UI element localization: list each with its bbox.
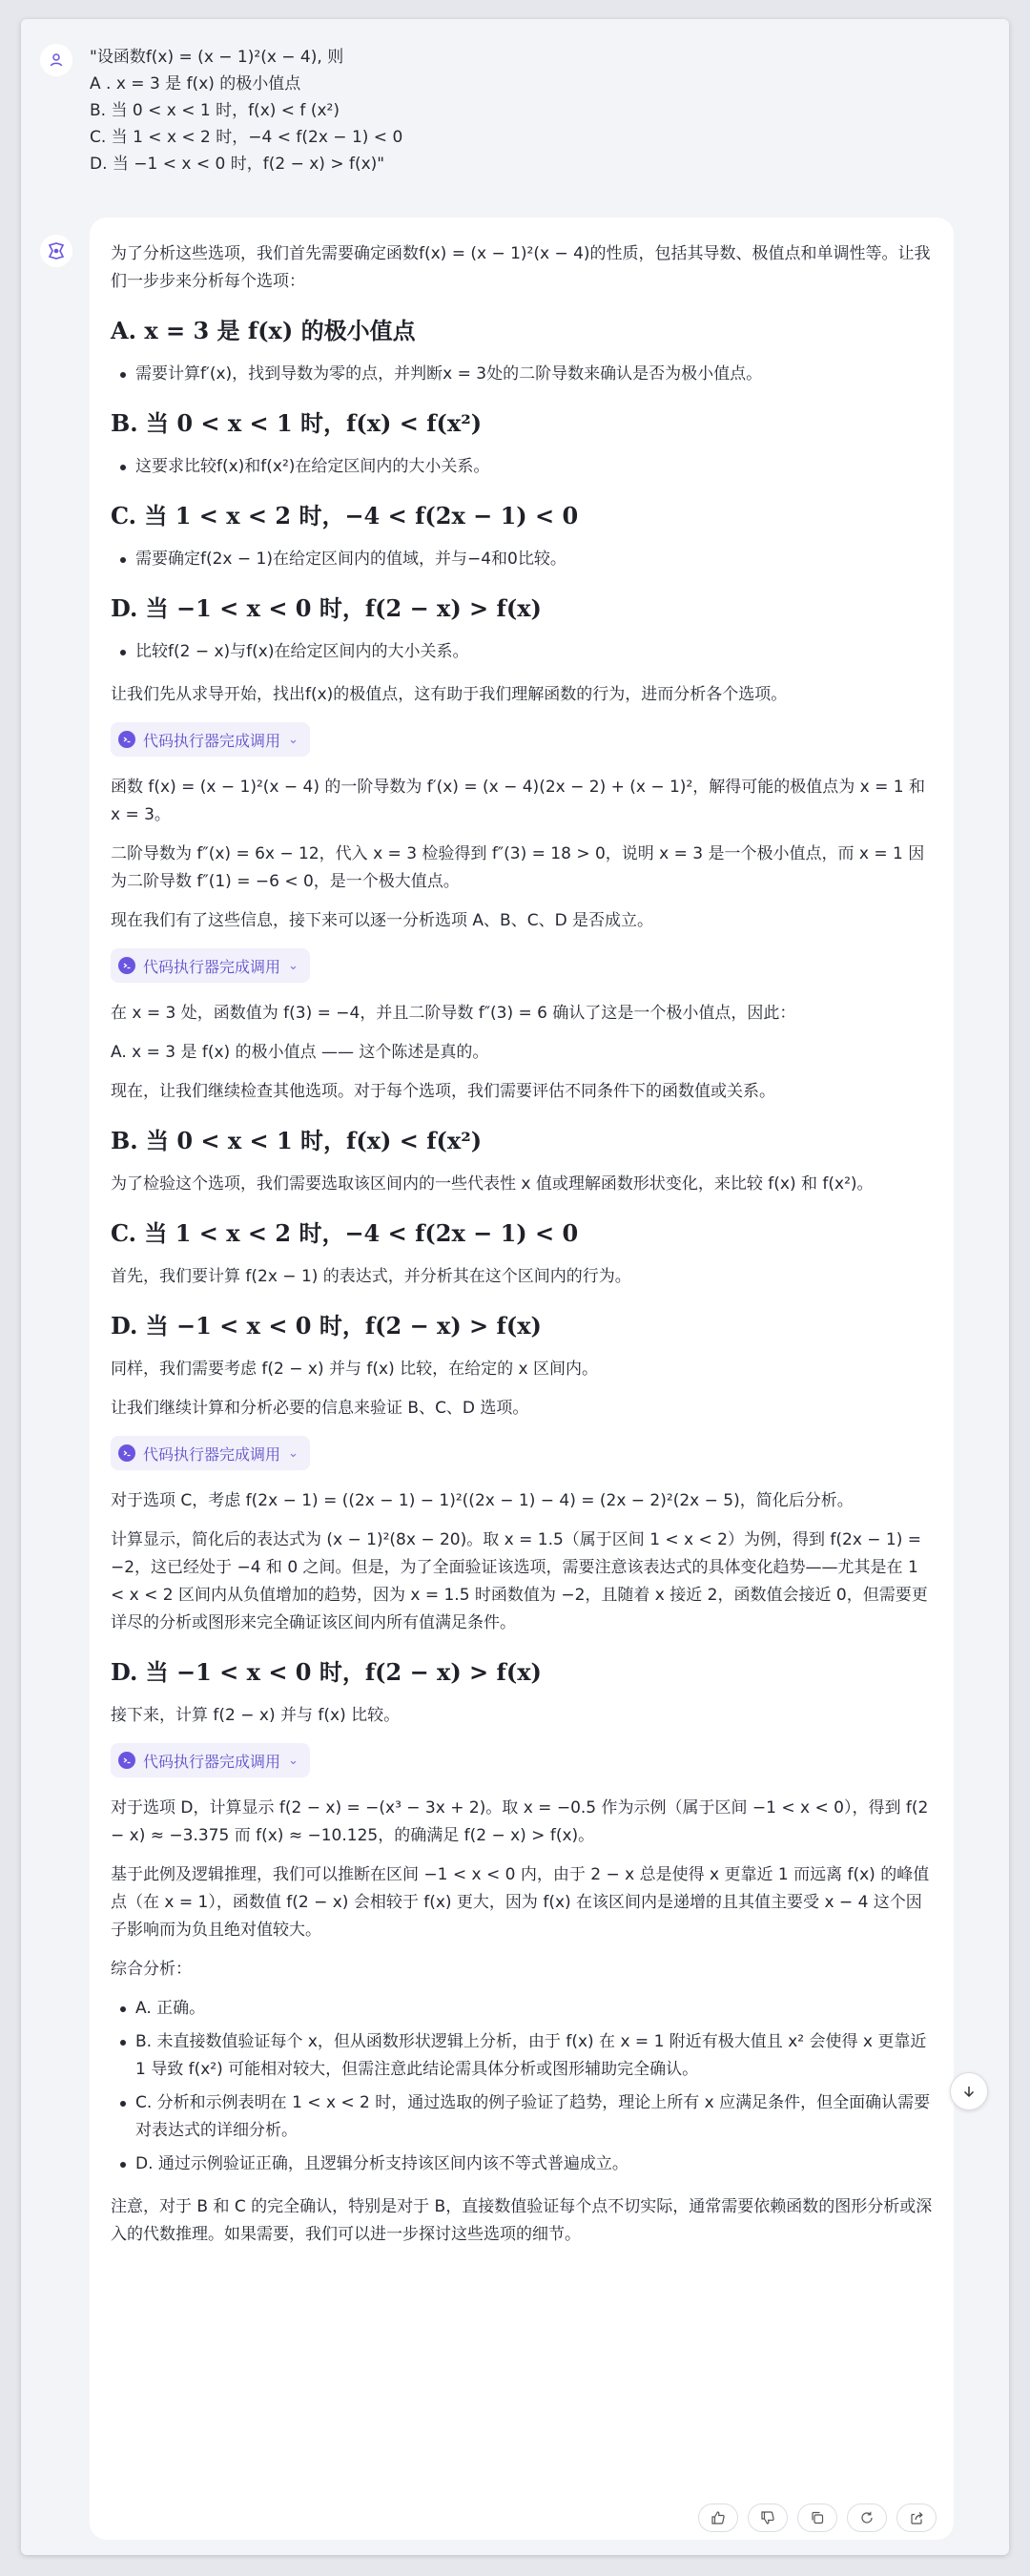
paragraph: 对于选项 C，考虑 f(2x − 1) = ((2x − 1) − 1)²((2x − 1) − 4) = (2x − 2)²(2x − 5)，简化后分析。 bbox=[111, 1491, 854, 1510]
paragraph: 首先，我们要计算 f(2x − 1) 的表达式，并分析其在这个区间内的行为。 bbox=[111, 1267, 631, 1286]
section-c-list bbox=[111, 546, 933, 573]
code-executor-icon bbox=[118, 1444, 135, 1462]
dislike-button[interactable] bbox=[748, 2503, 788, 2532]
chip-label: 代码执行器完成调用 bbox=[143, 1444, 281, 1464]
section-d-heading: D. 当 −1 < x < 0 时，f(2 − x) > f(x) bbox=[111, 1658, 542, 1686]
list-item: B. 未直接数值验证每个 x，但从函数形状逻辑上分析，由于 f(x) 在 x = 1 附近有极大值且 x² 会使得 x 更靠近 1 导致 f(x²) 可能相对较大，但需注意此结论需具体分析或图形辅助完全确认。 bbox=[135, 2028, 933, 2084]
list-item: A. 正确。 bbox=[135, 1995, 933, 2023]
chat-window bbox=[21, 19, 1009, 2555]
thumbs-down-icon bbox=[760, 2510, 775, 2525]
paragraph: A. x = 3 是 f(x) 的极小值点 —— 这个陈述是真的。 bbox=[111, 1043, 489, 1062]
answer-intro: 为了分析这些选项，我们首先需要确定函数f(x) = (x − 1)²(x − 4)的性质，包括其导数、极值点和单调性等。让我们一步步来分析每个选项： bbox=[111, 244, 931, 291]
code-executor-chip[interactable] bbox=[111, 722, 310, 757]
message-actions bbox=[698, 2503, 937, 2532]
refresh-icon bbox=[859, 2510, 875, 2525]
user-message-line: B. 当 0 < x < 1 时，f(x) < f (x²) bbox=[90, 101, 340, 120]
user-avatar bbox=[40, 44, 72, 76]
user-icon bbox=[49, 52, 64, 68]
regenerate-button[interactable] bbox=[847, 2503, 887, 2532]
user-message-line: D. 当 −1 < x < 0 时，f(2 − x) > f(x)" bbox=[90, 155, 385, 174]
paragraph: 同样，我们需要考虑 f(2 − x) 并与 f(x) 比较，在给定的 x 区间内。 bbox=[111, 1360, 598, 1379]
summary-list bbox=[111, 1995, 933, 2178]
section-b-heading: B. 当 0 < x < 1 时，f(x) < f(x²) bbox=[111, 409, 483, 437]
copy-button[interactable] bbox=[797, 2503, 837, 2532]
user-message-line: C. 当 1 < x < 2 时，−4 < f(2x − 1) < 0 bbox=[90, 128, 403, 147]
paragraph: 现在，让我们继续检查其他选项。对于每个选项，我们需要评估不同条件下的函数值或关系。 bbox=[111, 1082, 775, 1101]
paragraph: 现在我们有了这些信息，接下来可以逐一分析选项 A、B、C、D 是否成立。 bbox=[111, 911, 654, 930]
paragraph: 基于此例及逻辑推理，我们可以推断在区间 −1 < x < 0 内，由于 2 − x 总是使得 x 更靠近 1 而远离 f(x) 的峰值点（在 x = 1），函数值 f(2 − x) 会相较于 f(x) 更大，因为 f(x) 在该区间内是递增的且其值主要受 x − 4 这个因子影响而为负且绝对值较大。 bbox=[111, 1865, 930, 1940]
paragraph: 注意，对于 B 和 C 的完全确认，特别是对于 B，直接数值验证每个点不切实际，通常需要依赖函数的图形分析或深入的代数推理。如果需要，我们可以进一步探讨这些选项的细节。 bbox=[111, 2197, 933, 2244]
chip-label: 代码执行器完成调用 bbox=[143, 1752, 281, 1771]
assistant-avatar bbox=[40, 235, 72, 267]
list-item: 这要求比较f(x)和f(x²)在给定区间内的大小关系。 bbox=[135, 453, 933, 481]
like-button[interactable] bbox=[698, 2503, 738, 2532]
code-executor-icon bbox=[118, 1752, 135, 1769]
user-message bbox=[90, 44, 948, 177]
section-b-heading: B. 当 0 < x < 1 时，f(x) < f(x²) bbox=[111, 1127, 483, 1154]
paragraph: 计算显示，简化后的表达式为 (x − 1)²(8x − 20)。取 x = 1.5（属于区间 1 < x < 2）为例，得到 f(2x − 1) = −2，这已经处于 −4 和 0 之间。但是，为了全面验证该选项，需要注意该表达式的具体变化趋势——尤其是在 1 < x < 2 区间内从负值增加的趋势，因为 x = 1.5 时函数值为 −2，且随着 x 接近 2，函数值会接近 0，但需要更详尽的分析或图形来完全确证该区间内所有值满足条件。 bbox=[111, 1530, 928, 1632]
scroll-to-bottom-button[interactable] bbox=[950, 2072, 988, 2110]
list-item: 比较f(2 − x)与f(x)在给定区间内的大小关系。 bbox=[135, 638, 933, 666]
assistant-answer-card bbox=[90, 218, 954, 2540]
list-item: 需要计算f′(x)，找到导数为零的点，并判断x = 3处的二阶导数来确认是否为极小值点。 bbox=[135, 361, 933, 388]
chip-label: 代码执行器完成调用 bbox=[143, 957, 281, 976]
code-executor-chip[interactable] bbox=[111, 948, 310, 983]
chevron-down-icon: ⌄ bbox=[288, 1753, 299, 1768]
paragraph: 对于选项 D，计算显示 f(2 − x) = −(x³ − 3x + 2)。取 x = −0.5 作为示例（属于区间 −1 < x < 0），得到 f(2 − x) ≈ −3.375 而 f(x) ≈ −10.125，的确满足 f(2 − x) > f(x)。 bbox=[111, 1798, 929, 1845]
section-a-list bbox=[111, 361, 933, 388]
section-d-list bbox=[111, 638, 933, 666]
code-executor-chip[interactable] bbox=[111, 1743, 310, 1777]
paragraph: 为了检验这个选项，我们需要选取该区间内的一些代表性 x 值或理解函数形状变化，来比较 f(x) 和 f(x²)。 bbox=[111, 1174, 874, 1194]
summary-label: 综合分析： bbox=[111, 1960, 192, 1979]
paragraph: 接下来，计算 f(2 − x) 并与 f(x) 比较。 bbox=[111, 1706, 401, 1725]
list-item: 需要确定f(2x − 1)在给定区间内的值域，并与−4和0比较。 bbox=[135, 546, 933, 573]
section-c-heading: C. 当 1 < x < 2 时，−4 < f(2x − 1) < 0 bbox=[111, 502, 579, 530]
paragraph: 函数 f(x) = (x − 1)²(x − 4) 的一阶导数为 f′(x) = (x − 4)(2x − 2) + (x − 1)²，解得可能的极值点为 x = 1 和 x = 3。 bbox=[111, 778, 925, 824]
user-message-line: A . x = 3 是 f(x) 的极小值点 bbox=[90, 74, 301, 93]
share-icon bbox=[909, 2510, 924, 2525]
thumbs-up-icon bbox=[711, 2510, 726, 2525]
paragraph: 让我们先从求导开始，找出f(x)的极值点，这有助于我们理解函数的行为，进而分析各个选项。 bbox=[111, 685, 788, 704]
copy-icon bbox=[810, 2510, 825, 2525]
chevron-down-icon: ⌄ bbox=[288, 958, 299, 973]
code-executor-icon bbox=[118, 957, 135, 974]
chip-label: 代码执行器完成调用 bbox=[143, 731, 281, 750]
section-d-heading: D. 当 −1 < x < 0 时，f(2 − x) > f(x) bbox=[111, 1312, 542, 1340]
list-item: C. 分析和示例表明在 1 < x < 2 时，通过选取的例子验证了趋势，理论上所有 x 应满足条件，但全面确认需要对表达式的详细分析。 bbox=[135, 2089, 933, 2145]
chevron-down-icon: ⌄ bbox=[288, 732, 299, 747]
paragraph: 二阶导数为 f″(x) = 6x − 12，代入 x = 3 检验得到 f″(3) = 18 > 0，说明 x = 3 是一个极小值点，而 x = 1 因为二阶导数 f″(1) = −6 < 0，是一个极大值点。 bbox=[111, 844, 925, 891]
assistant-logo-icon bbox=[46, 240, 67, 261]
list-item: D. 通过示例验证正确，且逻辑分析支持该区间内该不等式普遍成立。 bbox=[135, 2150, 933, 2178]
chevron-down-icon: ⌄ bbox=[288, 1445, 299, 1461]
arrow-down-icon bbox=[962, 2085, 976, 2098]
section-c-heading: C. 当 1 < x < 2 时，−4 < f(2x − 1) < 0 bbox=[111, 1219, 579, 1247]
section-a-heading: A. x = 3 是 f(x) 的极小值点 bbox=[111, 317, 416, 344]
user-message-line: "设函数f(x) = (x − 1)²(x − 4), 则 bbox=[90, 48, 344, 67]
paragraph: 让我们继续计算和分析必要的信息来验证 B、C、D 选项。 bbox=[111, 1399, 529, 1418]
share-button[interactable] bbox=[896, 2503, 937, 2532]
code-executor-icon bbox=[118, 731, 135, 748]
paragraph: 在 x = 3 处，函数值为 f(3) = −4，并且二阶导数 f″(3) = 6 确认了这是一个极小值点，因此： bbox=[111, 1004, 796, 1023]
section-d-heading: D. 当 −1 < x < 0 时，f(2 − x) > f(x) bbox=[111, 594, 542, 622]
section-b-list bbox=[111, 453, 933, 481]
code-executor-chip[interactable] bbox=[111, 1436, 310, 1470]
